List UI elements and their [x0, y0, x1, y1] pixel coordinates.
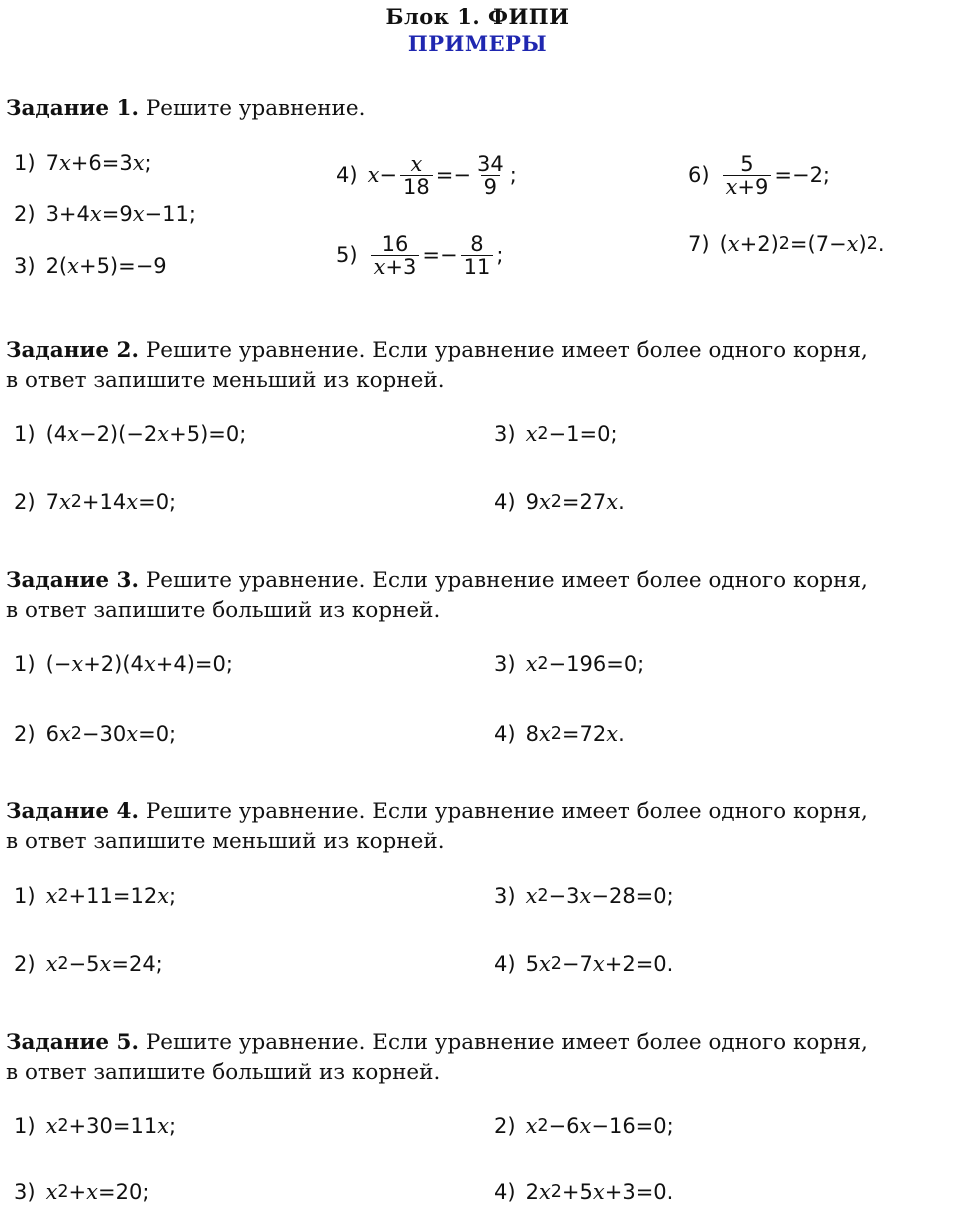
task-3-item-4: 4) 8 x 2 =72 x .: [494, 722, 625, 746]
task-2-item-4: 4) 9 x 2 =27 x .: [494, 490, 625, 514]
task-2-text: Решите уравнение. Если уравнение имеет более одного корня,: [145, 338, 868, 363]
task-2-label: Задание 2.: [6, 338, 139, 363]
task-4-heading: [6, 797, 951, 857]
task-5-item-4: 4) 2 x 2 +5 x +3=0.: [494, 1180, 674, 1204]
task-5-text2: в ответ запишите больший из корней.: [6, 1060, 441, 1085]
task-4-item-1: 1) x 2 +11=12 x ;: [14, 884, 177, 908]
task-1-item-3: 3) 2( x +5)=−9: [14, 254, 167, 278]
task-4-text2: в ответ запишите меньший из корней.: [6, 829, 445, 854]
task-1-item-7: 7) ( x +2) 2 =(7− x ) 2 .: [688, 232, 885, 256]
task-3-label: Задание 3.: [6, 568, 139, 593]
task-5-item-3: 3) x 2 + x =20;: [14, 1180, 150, 1204]
block-subtitle: ПРИМЕРЫ: [407, 31, 548, 56]
task-3-item-1: 1) (− x +2)(4 x +4)=0;: [14, 652, 233, 676]
task-1-item-6: 6) $\frac{5}{x+9}$ =−2;: [688, 151, 831, 199]
task-3-text: Решите уравнение. Если уравнение имеет более одного корня,: [145, 568, 868, 593]
task-3-item-3: 3) x 2 −196=0;: [494, 652, 645, 676]
task-1-item-1: 1) 7 x +6=3 x ;: [14, 151, 152, 175]
task-2-item-1: 1) (4 x −2)(−2 x +5)=0;: [14, 422, 247, 446]
task-1-item-2: 2) 3+4 x =9 x −11;: [14, 202, 196, 226]
task-4-item-3: 3) x 2 −3 x −28=0;: [494, 884, 674, 908]
task-2-text2: в ответ запишите меньший из корней.: [6, 368, 445, 393]
task-3-text2: в ответ запишите больший из корней.: [6, 598, 441, 623]
task-5-item-1: 1) x 2 +30=11 x ;: [14, 1114, 177, 1138]
task-3-item-2: 2) 6 x 2 −30 x =0;: [14, 722, 177, 746]
task-3-heading: [6, 566, 951, 626]
task-4-item-4: 4) 5 x 2 −7 x +2=0.: [494, 952, 674, 976]
task-5-text: Решите уравнение. Если уравнение имеет более одного корня,: [145, 1030, 868, 1055]
task-1-label: Задание 1.: [6, 96, 139, 121]
task-1-text: Решите уравнение.: [145, 96, 366, 121]
block-title: Блок 1. ФИПИ: [385, 4, 570, 29]
task-4-text: Решите уравнение. Если уравнение имеет более одного корня,: [145, 799, 868, 824]
task-1-heading: [6, 94, 951, 124]
task-1-item-4: 4) x − $\frac{x}{18}$ =− $\frac{34}{9}$ ;: [336, 151, 517, 199]
task-4-label: Задание 4.: [6, 799, 139, 824]
task-5-item-2: 2) x 2 −6 x −16=0;: [494, 1114, 674, 1138]
task-4-item-2: 2) x 2 −5 x =24;: [14, 952, 163, 976]
task-5-label: Задание 5.: [6, 1030, 139, 1055]
task-1-item-5: 5) $\frac{16}{x+3}$ =− $\frac{8}{11}$ ;: [336, 231, 504, 279]
task-2-item-2: 2) 7 x 2 +14 x =0;: [14, 490, 177, 514]
task-2-item-3: 3) x 2 −1=0;: [494, 422, 618, 446]
task-2-heading: [6, 336, 951, 396]
task-5-heading: [6, 1028, 951, 1088]
